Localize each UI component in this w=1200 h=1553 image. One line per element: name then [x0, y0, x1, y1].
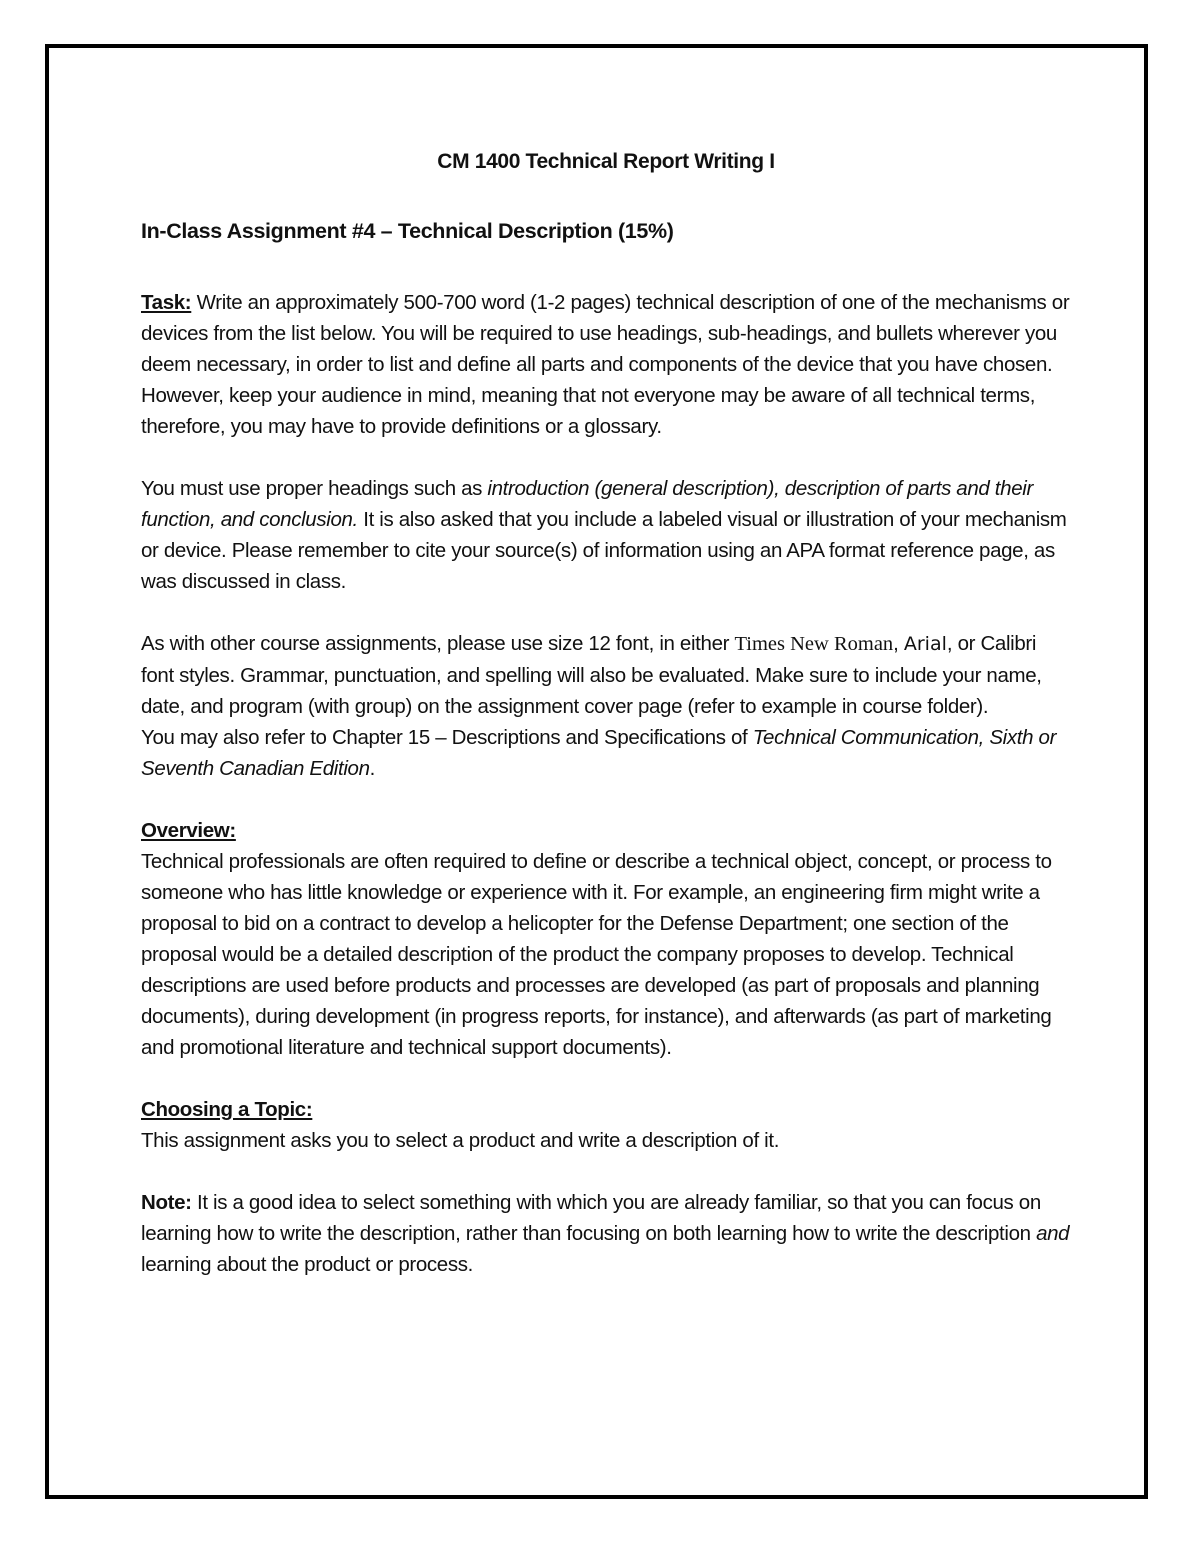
document-body [141, 146, 1071, 1280]
font-sample-arial: Arial [903, 633, 947, 655]
choosing-topic-heading [141, 1094, 1071, 1125]
overview-heading [141, 815, 1071, 846]
font-sample-times: Times New Roman [734, 633, 894, 655]
format-text-after: , or Calibri font styles. Grammar, punctuation, and spelling will also be evaluated. Make sure to include your name, date, and program (with group) on the assignment cover page (refer to example in course folder). [141, 632, 1042, 718]
reference-book-title: Technical Communication, Sixth or Seventh Canadian Edition [141, 726, 1057, 780]
note-label: Note: [141, 1191, 192, 1214]
choosing-topic-paragraph: This assignment asks you to select a product and write a description of it. [141, 1129, 780, 1152]
reference-text-after: . [369, 757, 376, 780]
reference-paragraph [141, 722, 1071, 784]
reference-text-before: You may also refer to Chapter 15 – Descriptions and Specifications of [141, 726, 753, 749]
task-text: Write an approximately 500-700 word (1-2 pages) technical description of one of the mechanisms or devices from the list below. You will be required to use headings, sub-headings, and bullets wherever you deem necessary, in order to list and define all parts and components of the device that you have chosen. However, keep your audience in mind, meaning that not everyone may be aware of all technical terms, therefore, you may have to provide definitions or a glossary. [141, 291, 1070, 438]
headings-paragraph [141, 473, 1071, 597]
note-text-italic: and [1036, 1222, 1070, 1245]
headings-text-italic: introduction (general description), description of parts and their function, and conclusion. [141, 477, 1033, 531]
choosing-topic-label: Choosing a Topic: [141, 1098, 313, 1121]
headings-text-before: You must use proper headings such as [141, 477, 488, 500]
task-label: Task: [141, 291, 192, 314]
overview-paragraph: Technical professionals are often required to define or describe a technical object, concept, or process to someone who has little knowledge or experience with it. For example, an engineering firm might write a proposal to bid on a contract to develop a helicopter for the Defense Department; one section of the proposal would be a detailed description of the product the company proposes to develop. Technical descriptions are used before products and processes are developed (as part of proposals and planning documents), during development (in progress reports, for instance), and afterwards (as part of marketing and promotional literature and technical support documents). [141, 850, 1052, 1059]
note-text-before: It is a good idea to select something with which you are already familiar, so that you can focus on learning how to write the description, rather than focusing on both learning how to write the description [141, 1191, 1041, 1245]
task-paragraph [141, 287, 1071, 442]
document-title: CM 1400 Technical Report Writing I [437, 150, 775, 173]
note-paragraph [141, 1187, 1071, 1280]
headings-text-after: It is also asked that you include a labeled visual or illustration of your mechanism or device. Please remember to cite your source(s) of information using an APA format reference page, as was discussed in class. [141, 508, 1067, 593]
format-separator: , [893, 632, 904, 655]
overview-label: Overview: [141, 819, 236, 842]
note-text-after: learning about the product or process. [141, 1253, 473, 1276]
assignment-subtitle: In-Class Assignment #4 – Technical Description (15%) [141, 219, 674, 243]
format-text-before: As with other course assignments, please use size 12 font, in either [141, 632, 735, 655]
format-paragraph [141, 628, 1071, 722]
